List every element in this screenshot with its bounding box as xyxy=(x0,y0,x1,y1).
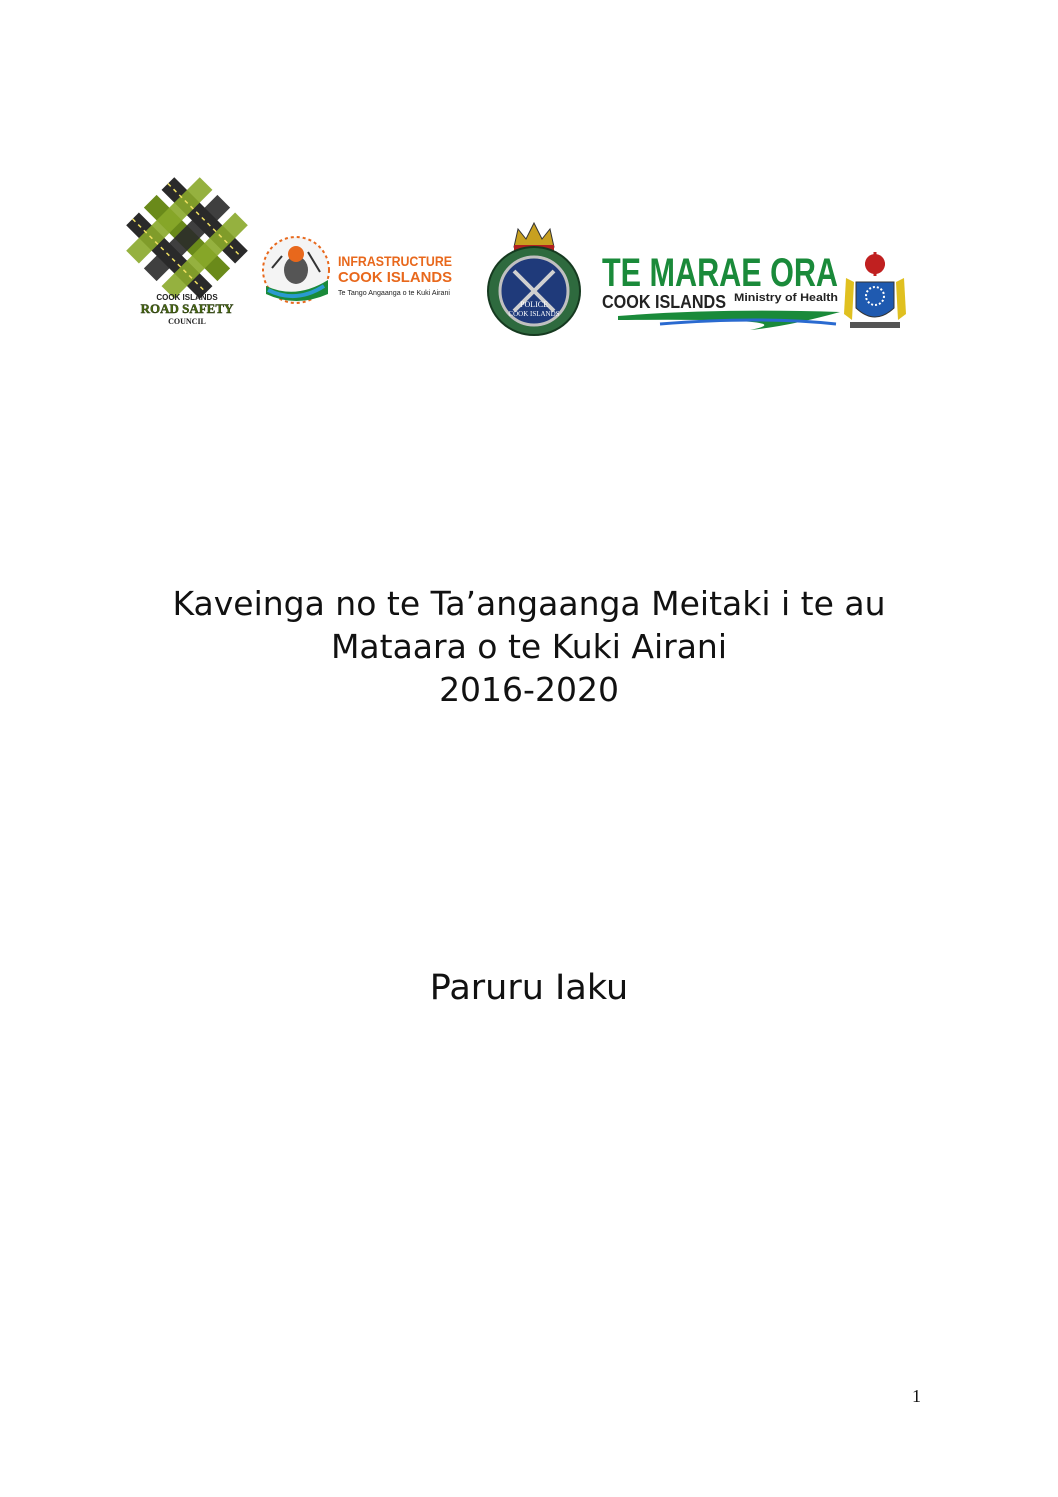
title-line-2: Mataara o te Kuki Airani xyxy=(330,627,728,666)
title-line-1: Kaveinga no te Ta’angaanga Meitaki i te au xyxy=(172,584,886,623)
road-safety-line1: COOK ISLANDS xyxy=(156,293,218,302)
health-title: TE MARAE ORA xyxy=(602,251,838,295)
health-ministry: Ministry of Health xyxy=(734,292,839,304)
road-safety-council-logo xyxy=(126,178,248,330)
document-subtitle: Paruru Iaku xyxy=(429,968,629,1008)
health-line2: COOK ISLANDS xyxy=(602,292,726,312)
infrastructure-cook-islands-logo xyxy=(258,234,458,306)
police-line1: POLICE xyxy=(520,300,548,309)
road-safety-line2: ROAD SAFETY xyxy=(140,301,234,316)
police-line2: COOK ISLANDS xyxy=(508,310,560,318)
road-safety-line3: COUNCIL xyxy=(168,317,206,326)
police-cook-islands-crest xyxy=(484,215,584,339)
infrastructure-tagline: Te Tango Angaanga o te Kuki Airani xyxy=(338,290,451,297)
te-marae-ora-logo xyxy=(600,246,840,332)
woven-knot-emblem xyxy=(113,164,260,311)
document-title xyxy=(0,582,1058,711)
page-number: 1 xyxy=(912,1386,921,1406)
cross-icon xyxy=(865,252,885,276)
infrastructure-line1: INFRASTRUCTURE xyxy=(338,253,452,269)
infrastructure-line2: COOK ISLANDS xyxy=(338,269,452,286)
worker-emblem-icon xyxy=(263,237,329,303)
coat-of-arms-emblem xyxy=(840,250,910,332)
title-line-3: 2016-2020 xyxy=(439,670,619,709)
